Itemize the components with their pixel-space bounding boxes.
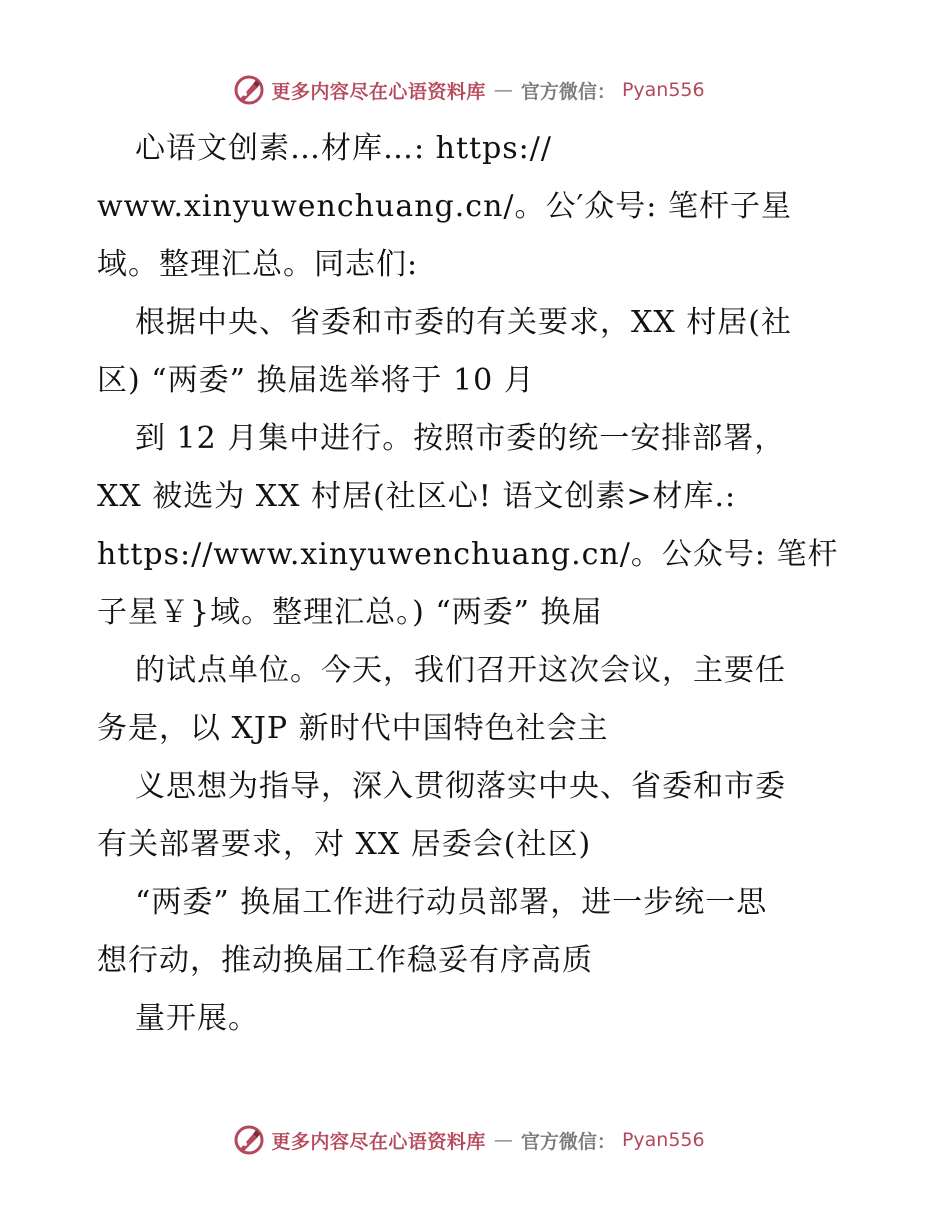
document-line: 子星￥}域。整理汇总。) “两委” 换届	[97, 595, 603, 630]
footer-banner	[0, 1120, 950, 1160]
pen-logo-icon	[233, 1124, 265, 1156]
document-line: 根据中央、省委和市委的有关要求，XX 村居(社	[135, 305, 792, 340]
document-line: 量开展。	[135, 1001, 259, 1036]
pen-logo-icon	[233, 74, 265, 106]
document-line: XX 被选为 XX 村居(社区心! 语文创素>材库.:	[97, 479, 737, 514]
banner-site-text: 更多内容尽在心语资料库	[271, 80, 486, 103]
document-line: 的试点单位。今天，我们召开这次会议，主要任	[135, 653, 786, 688]
document-line: www.xinyuwenchuang.cn/。公′众号: 笔杆子星	[97, 189, 792, 224]
banner-wechat-id: Pyan556	[621, 1129, 705, 1151]
banner-wechat-label: 官方微信：	[520, 1130, 616, 1153]
document-body	[97, 120, 857, 1048]
header-banner	[0, 70, 950, 110]
banner-site-text: 更多内容尽在心语资料库	[271, 1130, 486, 1153]
document-line: 有关部署要求，对 XX 居委会(社区)	[97, 827, 592, 862]
document-line: 到 12 月集中进行。按照市委的统一安排部署，	[135, 421, 786, 456]
banner-wechat-id: Pyan556	[621, 79, 705, 101]
document-line: https://www.xinyuwenchuang.cn/。公众号: 笔杆	[97, 537, 839, 572]
document-line: 义思想为指导，深入贯彻落实中央、省委和市委	[135, 769, 786, 804]
document-line: 想行动，推动换届工作稳妥有序高质	[97, 943, 593, 978]
document-line: “两委” 换届工作进行动员部署，进一步统一思	[135, 885, 768, 920]
banner-wechat-label: 官方微信：	[520, 80, 616, 103]
document-line: 务是，以 XJP 新时代中国特色社会主	[97, 711, 609, 746]
banner-dash: —	[493, 1129, 513, 1151]
document-line: 心语文创素…材库…: https://	[135, 131, 552, 166]
document-line: 区) “两委” 换届选举将于 10 月	[97, 363, 535, 398]
document-line: 域。整理汇总。同志们:	[97, 247, 419, 282]
banner-dash: —	[493, 79, 513, 101]
